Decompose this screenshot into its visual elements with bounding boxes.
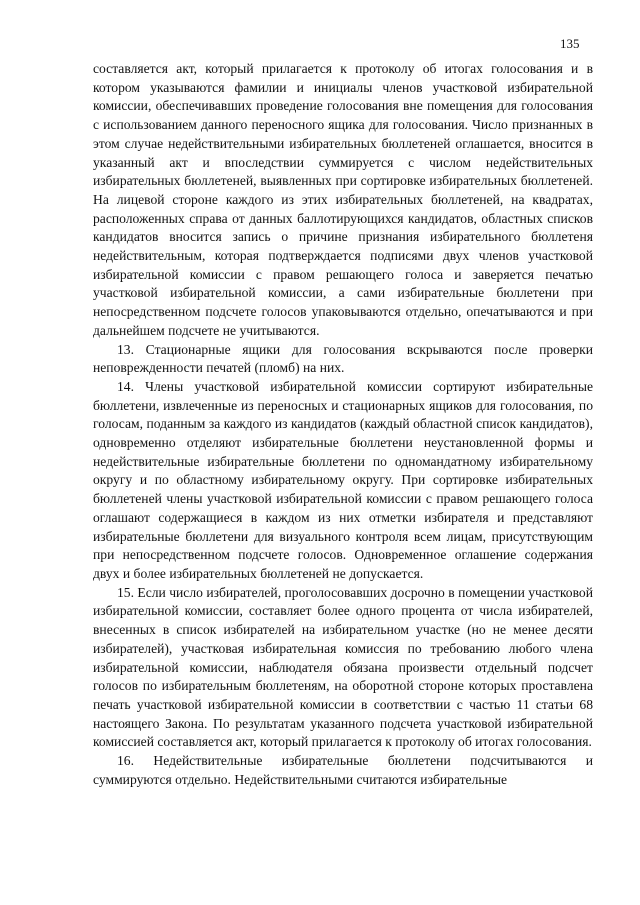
paragraph-item-16: 16. Недействительные избирательные бюллетени подсчитываются и суммируются отдельно. Недействительными считаются избирательные bbox=[93, 753, 593, 787]
page-number: 135 bbox=[560, 36, 580, 51]
paragraph-item-14: 14. Члены участковой избирательной комиссии сортируют избирательные бюллетени, извлеченные из переносных и стационарных ящиков для голосования, по голосам, поданным за каждого из кандидатов (каждый областной список кандидатов), одновременно отделяют избирательные бюллетени неустановленной формы и недействительные избирательные бюллетени по одномандатному избирательному округу и по областному избирательному округу. При сортировке избирательных бюллетеней члены участковой избирательной комиссии с правом решающего голоса оглашают содержащиеся в каждом из них отметки избирателя и представляют избирательные бюллетени для визуального контроля всем лицам, присутствующим при непосредственном подсчете голосов. Одновременное оглашение содержания двух и более избирательных бюллетеней не допускается. bbox=[93, 378, 593, 581]
paragraph-item-13: 13. Стационарные ящики для голосования вскрываются после проверки неповрежденности печатей (пломб) на них. bbox=[93, 341, 593, 376]
paragraph-continuation: составляется акт, который прилагается к протоколу об итогах голосования и в котором указываются фамилии и инициалы членов участковой избирательной комиссии, обеспечивавших проведение голосования вне помещения для голосования с использованием данного переносного ящика для голосования. Число признанных в этом случае недействительными избирательных бюллетеней оглашается, вносится в указанный акт и впоследствии суммируется с числом недействительных избирательных бюллетеней, выявленных при сортировке избирательных бюллетеней. На лицевой стороне каждого из этих избирательных бюллетеней, на квадратах, расположенных справа от данных баллотирующихся кандидатов, областных списков кандидатов вносится запись о причине признания избирательного бюллетеня недействительным, которая подтверждается подписями двух членов участковой избирательной комиссии с правом решающего голоса и заверяется печатью участковой избирательной комиссии, а сами избирательные бюллетени при непосредственном подсчете голосов упаковываются отдельно, опечатываются и при дальнейшем подсчете не учитываются. bbox=[93, 61, 593, 338]
paragraph-item-15: 15. Если число избирателей, проголосовавших досрочно в помещении участковой избирательной комиссии, составляет более одного процента от числа избирателей, внесенных в список избирателей на избирательном участке (но не менее десяти избирателей), участковая избирательная комиссия по требованию любого члена избирательной комиссии, наблюдателя обязана произвести отдельный подсчет голосов по избирательным бюллетеням, на оборотной стороне которых проставлена печать участковой избирательной комиссии в соответствии с частью 11 статьи 68 настоящего Закона. По результатам указанного подсчета участковой избирательной комиссией составляется акт, который прилагается к протоколу об итогах голосования. bbox=[93, 584, 593, 750]
document-body bbox=[93, 60, 593, 789]
